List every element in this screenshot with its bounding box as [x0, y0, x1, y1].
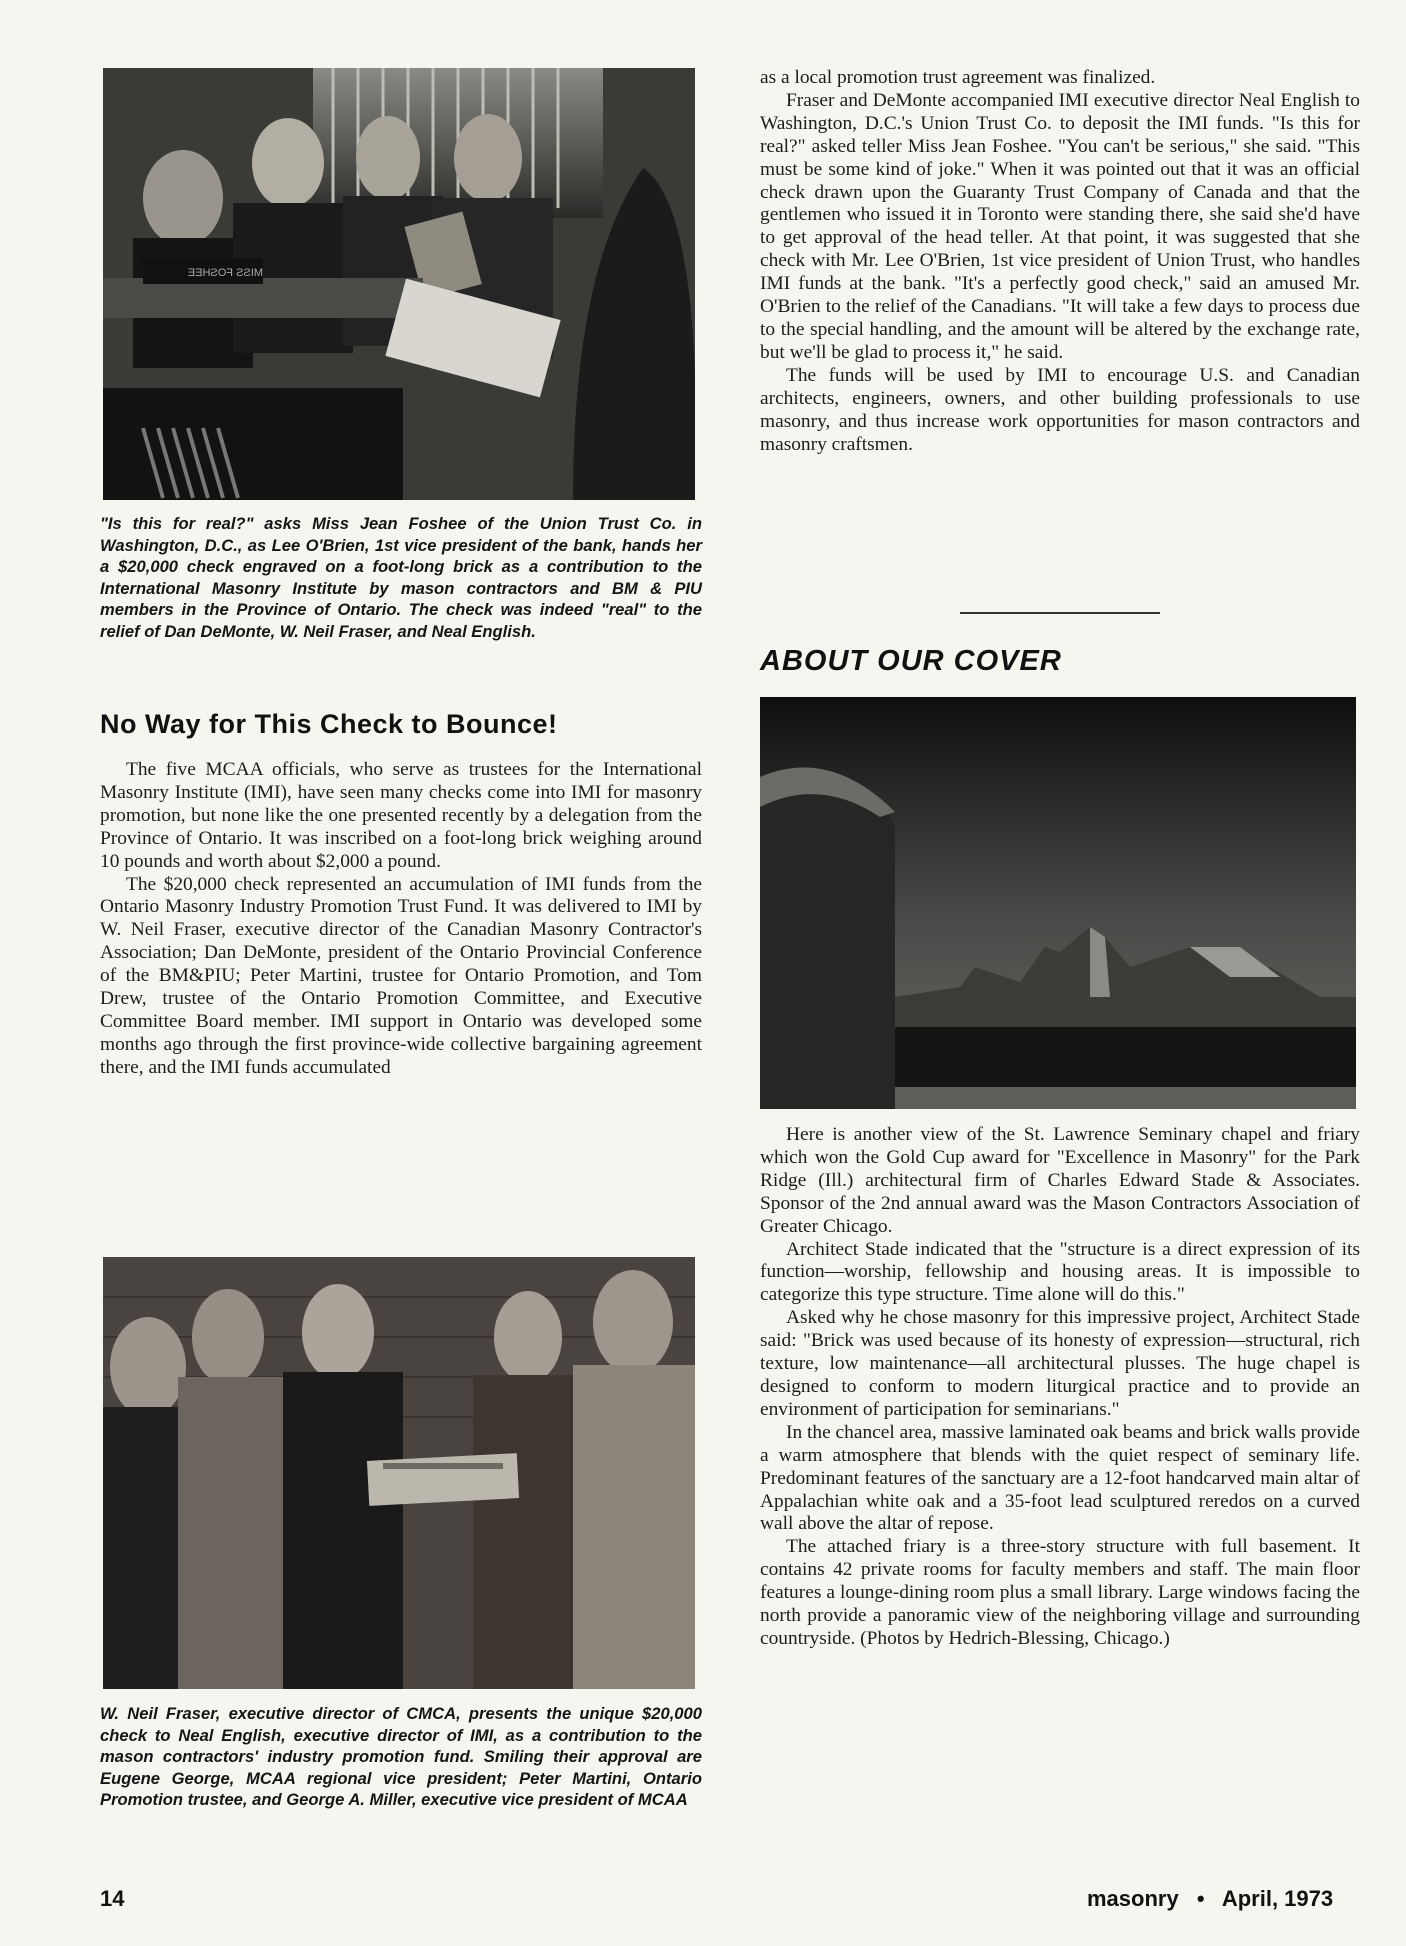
- article-paragraph: The five MCAA officials, who serve as trustees for the International Masonry Institute (IMI), have seen many checks come into IMI for masonry promotion, but none like the one presented recently by a delegation from the Province of Ontario. It was inscribed on a foot-long brick weighing around 10 pounds and worth about $2,000 a pound.: [100, 759, 702, 872]
- issue-date: April, 1973: [1221, 1886, 1334, 1911]
- cover-paragraph: In the chancel area, massive laminated oak beams and brick walls provide a warm atmosphere that blends with the quiet respect of seminary life. Predominant features of the sanctuary are a 12-foot handcarved main altar of Appalachian white oak and a 35-foot lead sculptured reredos on a curved wall above the altar of repose.: [760, 1421, 1360, 1535]
- photo-bank-teller: [103, 68, 695, 500]
- section-divider: [960, 612, 1160, 614]
- cover-text: [760, 1124, 1360, 1651]
- page-number: 14: [100, 1886, 125, 1911]
- footer-bullet: •: [1196, 1886, 1205, 1911]
- photo-check-presentation: [103, 1257, 695, 1689]
- article-left-column: [100, 759, 702, 1080]
- article-paragraph: The $20,000 check represented an accumulation of IMI funds from the Ontario Masonry Industry Promotion Trust Fund. It was delivered to IMI by W. Neil Fraser, executive director of the Canadian Masonry Contractor's Association; Dan DeMonte, president of the Ontario Provincial Conference of the BM&PIU; Peter Martini, trustee for Ontario Promotion, and Tom Drew, trustee of the Ontario Promotion Committee, and Executive Committee Board member. IMI support in Ontario was developed some months ago through the first province-wide collective bargaining agreement there, and the IMI funds accumulated: [100, 873, 702, 1078]
- cover-paragraph: Here is another view of the St. Lawrence Seminary chapel and friary which won the Gold Cup award for "Excellence in Masonry" for the Park Ridge (Ill.) architectural firm of Charles Edward Stade & Associates. Sponsor of the 2nd annual award was the Mason Contractors Association of Greater Chicago.: [760, 1124, 1360, 1237]
- photo1-caption: "Is this for real?" asks Miss Jean Foshee of the Union Trust Co. in Washington, D.C., as Lee O'Brien, 1st vice president of the bank, hands her a $20,000 check engraved on a foot-long brick as a contribution to the International Masonry Institute by mason contractors and BM & PIU members in the Province of Ontario. The check was indeed "real" to the relief of Dan DeMonte, W. Neil Fraser, and Neal English.: [100, 514, 702, 641]
- article-paragraph: Fraser and DeMonte accompanied IMI executive director Neal English to Washington, D.C.'s Union Trust Co. to deposit the IMI funds. "Is this for real?" asked teller Miss Jean Foshee. "You can't be serious," she said. "This must be some kind of joke." When it was pointed out that it was an official check drawn upon the Guaranty Trust Company of Canada and that the gentlemen who issued it in Toronto were standing there, she said she'd have to get approval of the head teller. At that point, it was suggested that she check with Mr. Lee O'Brien, 1st vice president of Union Trust, who handles IMI funds at the bank. "It's a perfectly good check," said an amused Mr. O'Brien to the relief of the Canadians. "It will take a few days to process due to the special handling, and the amount will be altered by the exchange rate, but we'll be glad to process it," he said.: [760, 89, 1360, 363]
- cover-paragraph: The attached friary is a three-story structure with full basement. It contains 42 private rooms for faculty members and staff. The main floor features a lounge-dining room plus a small library. Large windows facing the north provide a panoramic view of the neighboring village and surrounding countryside. (Photos by Hedrich-Blessing, Chicago.): [760, 1536, 1360, 1649]
- photo-seminary-cover: [760, 697, 1356, 1109]
- cover-paragraph: Asked why he chose masonry for this impressive project, Architect Stade said: "Brick was used because of its honesty of expression—structural, rich texture, low maintenance—all architectural plusses. The huge chapel is designed to conform to modern liturgical practice and to provide an environment of participation for seminarians.": [760, 1307, 1360, 1420]
- nameplate-text: MISS FOSHEE: [187, 267, 263, 279]
- cover-paragraph: Architect Stade indicated that the "structure is a direct expression of its function—worship, fellowship and housing areas. It is impossible to categorize this type structure. Time alone will do this.": [760, 1238, 1360, 1306]
- article-continuation: as a local promotion trust agreement was finalized.: [760, 67, 1156, 88]
- article-headline: No Way for This Check to Bounce!: [100, 709, 558, 739]
- article-paragraph: The funds will be used by IMI to encourage U.S. and Canadian architects, engineers, owners, and other building professionals to use masonry, and thus increase work opportunities for mason contractors and masonry craftsmen.: [760, 364, 1360, 455]
- article-right-column: [760, 67, 1360, 456]
- running-footer: [1087, 1886, 1333, 1912]
- photo2-caption: W. Neil Fraser, executive director of CMCA, presents the unique $20,000 check to Neal English, executive director of IMI, as a contribution to the mason contractors' industry promotion fund. Smiling their approval are Eugene George, MCAA regional vice president; Peter Martini, Ontario Promotion trustee, and George A. Miller, executive vice president of MCAA: [100, 1704, 702, 1809]
- cover-heading: ABOUT OUR COVER: [760, 645, 1062, 677]
- magazine-name: masonry: [1087, 1886, 1179, 1911]
